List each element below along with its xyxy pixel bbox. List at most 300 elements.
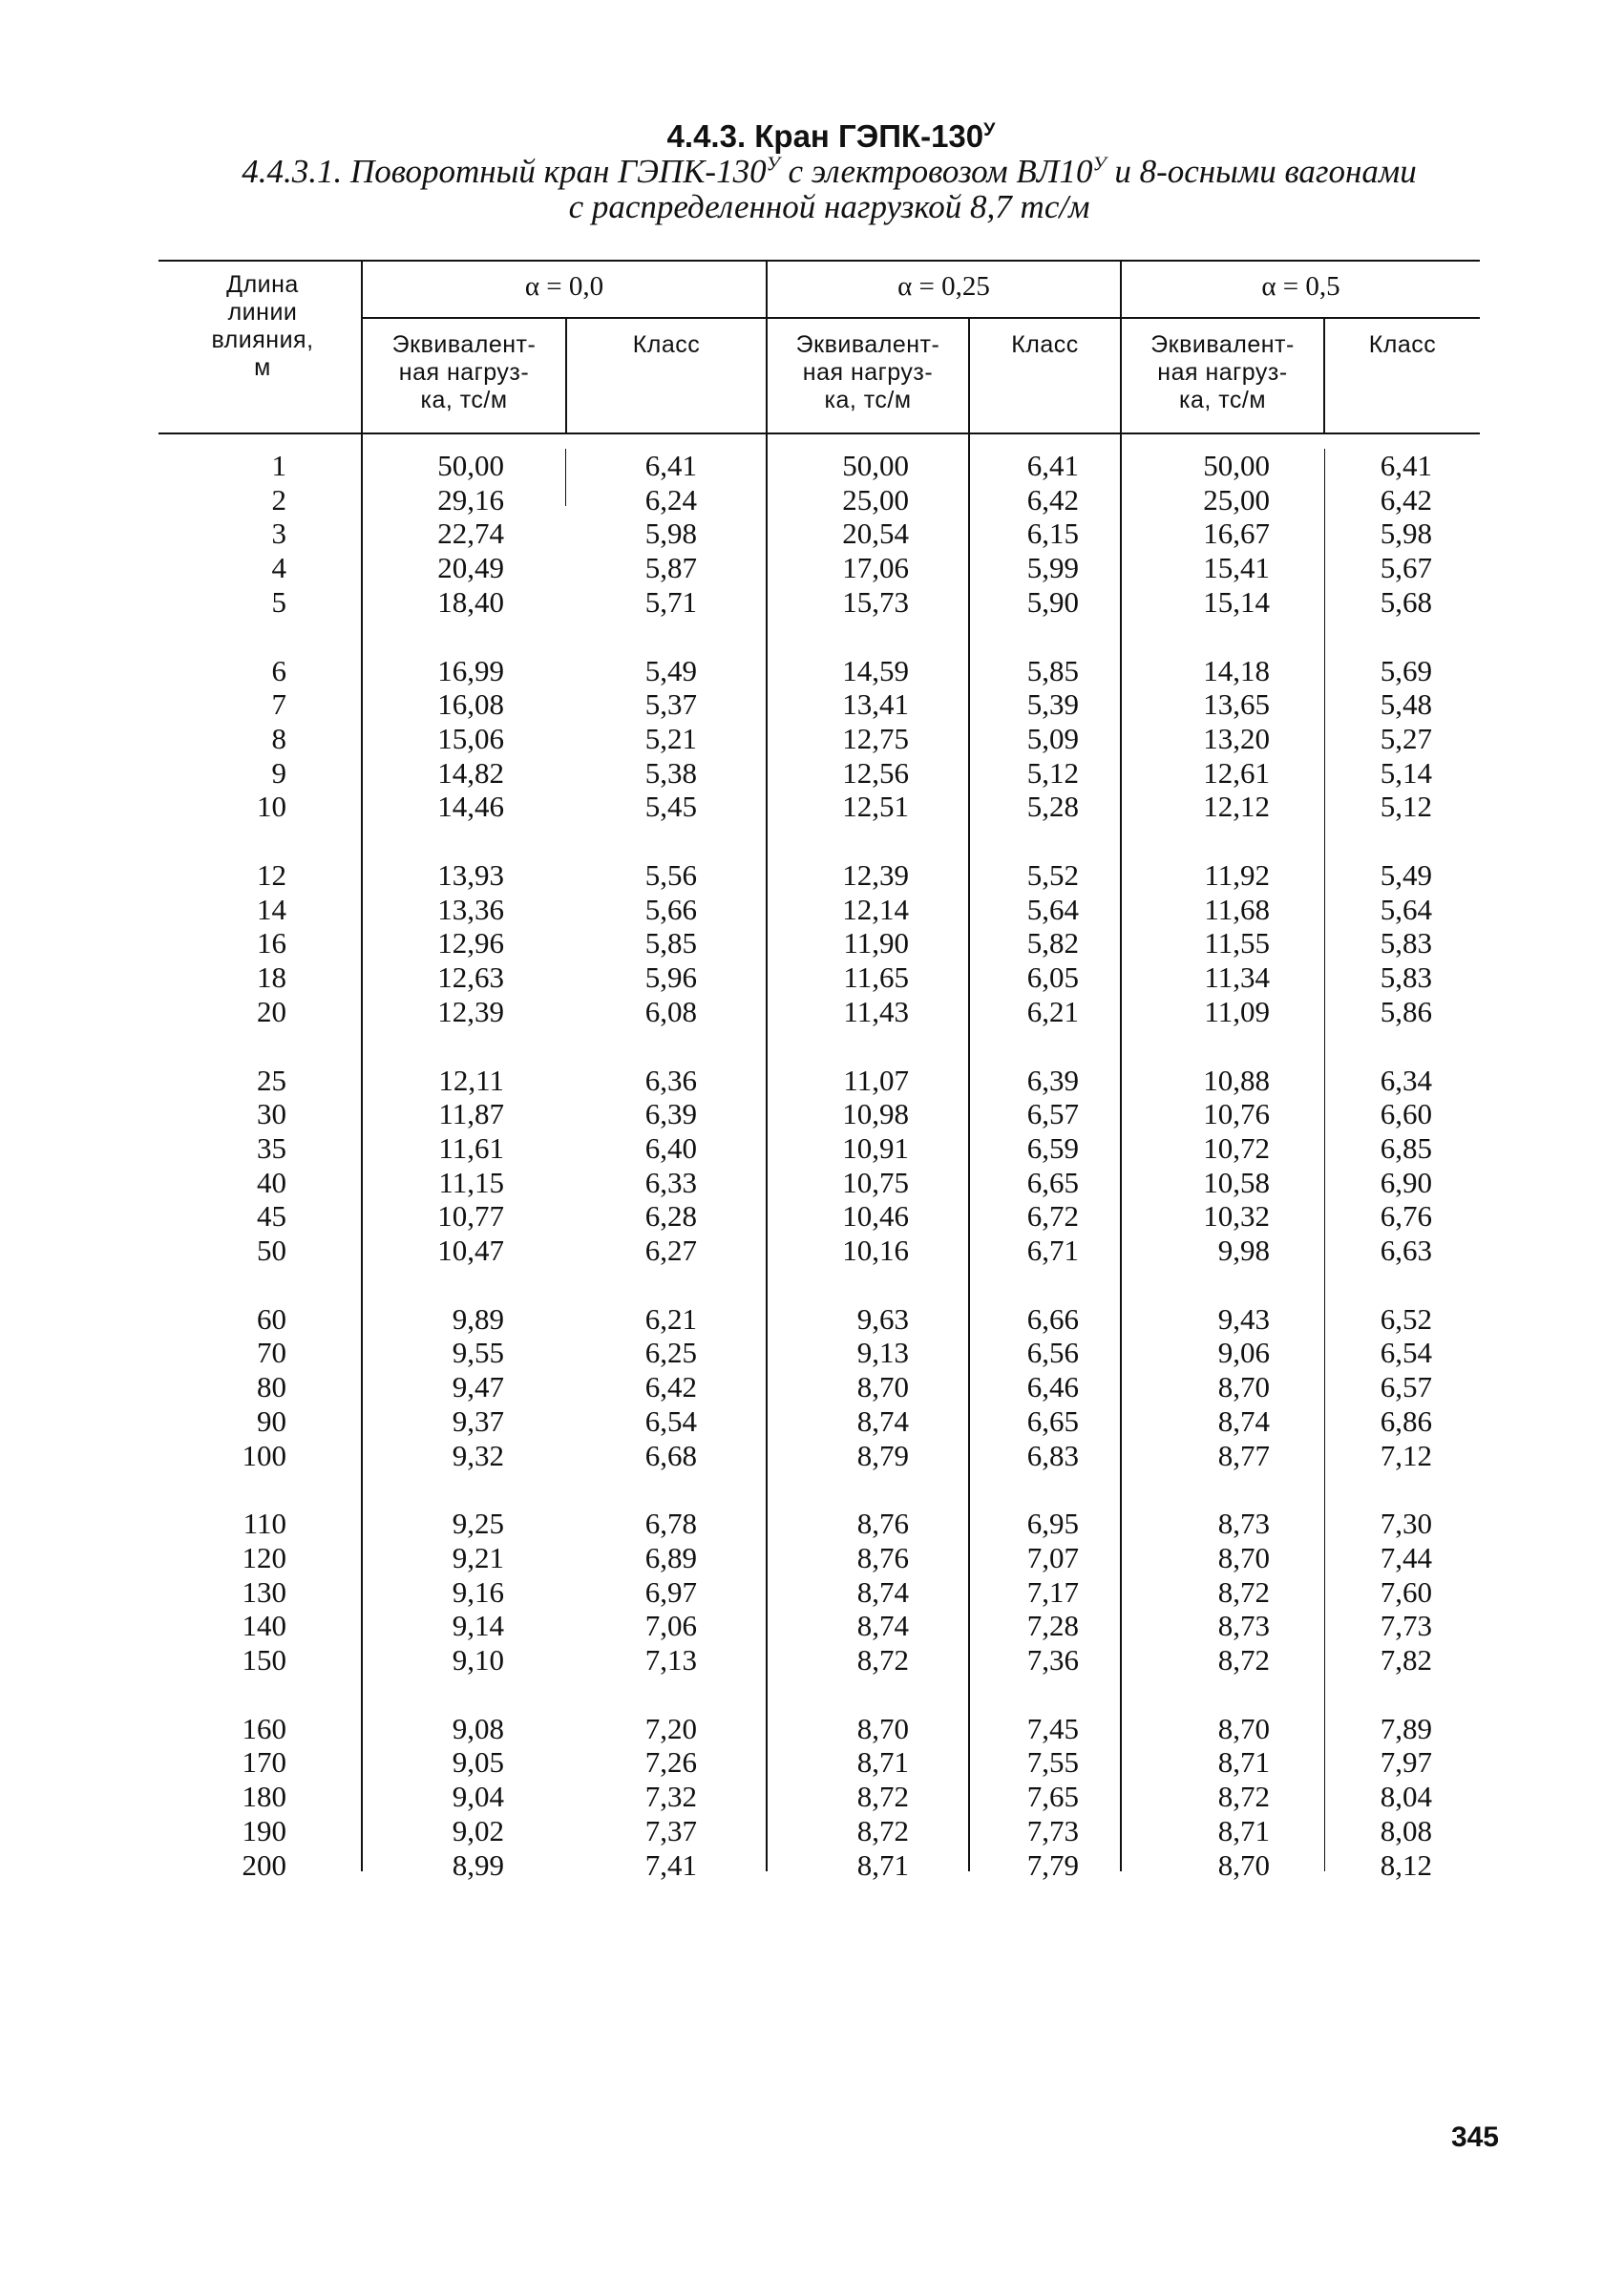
cell-length: 50 [257,1234,286,1267]
cell-class-alpha-025: 5,28 [1026,790,1079,823]
cell-class-alpha-0: 6,08 [644,995,697,1028]
cell-equiv-alpha-0: 9,32 [452,1439,504,1472]
table-row [0,1780,1624,1814]
cell-class-alpha-05: 5,64 [1380,893,1432,926]
cell-length: 4 [271,551,286,584]
cell-class-alpha-025: 6,71 [1026,1234,1079,1267]
header-equivalent-line: ка, тс/м [824,387,912,413]
cell-class-alpha-025: 6,95 [1026,1507,1079,1540]
cell-length: 20 [257,995,286,1028]
cell-class-alpha-0: 5,37 [644,687,697,721]
table-row [0,1575,1624,1610]
cell-equiv-alpha-025: 17,06 [842,551,909,584]
cell-equiv-alpha-05: 11,09 [1204,995,1270,1028]
cell-length: 200 [242,1848,286,1882]
cell-equiv-alpha-05: 13,20 [1203,722,1270,755]
cell-equiv-alpha-025: 8,72 [856,1814,909,1847]
cell-class-alpha-0: 5,56 [644,858,697,892]
cell-class-alpha-05: 5,49 [1380,858,1432,892]
cell-equiv-alpha-025: 8,72 [856,1780,909,1813]
cell-equiv-alpha-05: 8,72 [1217,1780,1270,1813]
header-length [191,271,334,382]
cell-class-alpha-025: 7,73 [1026,1814,1079,1847]
cell-equiv-alpha-0: 12,96 [437,926,504,960]
cell-class-alpha-0: 6,21 [644,1302,697,1336]
cell-equiv-alpha-0: 9,14 [452,1609,504,1642]
header-equivalent-line: ная нагруз- [1157,359,1288,386]
cell-class-alpha-025: 5,09 [1026,722,1079,755]
cell-class-alpha-025: 7,17 [1026,1575,1079,1609]
cell-class-alpha-025: 7,07 [1026,1541,1079,1574]
cell-equiv-alpha-0: 9,16 [452,1575,504,1609]
table-row [0,858,1624,893]
cell-class-alpha-0: 5,45 [644,790,697,823]
table-row [0,1166,1624,1200]
cell-equiv-alpha-0: 9,89 [452,1302,504,1336]
cell-class-alpha-05: 7,73 [1380,1609,1432,1642]
cell-equiv-alpha-0: 11,15 [438,1166,504,1199]
cell-equiv-alpha-025: 11,65 [843,960,909,994]
cell-equiv-alpha-05: 15,14 [1203,585,1270,619]
cell-equiv-alpha-05: 11,55 [1204,926,1270,960]
cell-class-alpha-05: 7,89 [1380,1712,1432,1745]
cell-length: 16 [257,926,286,960]
cell-equiv-alpha-025: 11,90 [843,926,909,960]
table-top-rule [158,260,1480,262]
cell-class-alpha-0: 5,66 [644,893,697,926]
cell-equiv-alpha-025: 11,43 [843,995,909,1028]
cell-length: 160 [242,1712,286,1745]
cell-equiv-alpha-05: 12,12 [1203,790,1270,823]
cell-equiv-alpha-025: 9,13 [856,1336,909,1369]
header-equivalent-line: Эквивалент- [1150,331,1295,358]
cell-equiv-alpha-05: 10,72 [1203,1131,1270,1165]
cell-equiv-alpha-05: 8,72 [1217,1575,1270,1609]
cell-class-alpha-05: 6,54 [1380,1336,1432,1369]
table-row [0,1439,1624,1473]
header-class: Класс [1011,331,1079,358]
cell-length: 7 [271,687,286,721]
table-row [0,585,1624,620]
cell-class-alpha-05: 6,52 [1380,1302,1432,1336]
cell-equiv-alpha-0: 14,82 [437,756,504,790]
cell-class-alpha-05: 7,60 [1380,1575,1432,1609]
cell-class-alpha-05: 8,04 [1380,1780,1432,1813]
header-equivalent-load [365,331,563,414]
cell-class-alpha-0: 6,54 [644,1404,697,1438]
table-row [0,995,1624,1029]
cell-equiv-alpha-025: 12,75 [842,722,909,755]
cell-class-alpha-025: 7,28 [1026,1609,1079,1642]
table-row [0,722,1624,756]
cell-equiv-alpha-025: 25,00 [842,483,909,517]
cell-class-alpha-025: 5,39 [1026,687,1079,721]
cell-equiv-alpha-0: 16,08 [437,687,504,721]
header-alpha-05: α = 0,5 [1261,271,1340,302]
cell-length: 12 [257,858,286,892]
cell-class-alpha-025: 7,55 [1026,1745,1079,1779]
cell-equiv-alpha-025: 10,98 [842,1097,909,1130]
cell-class-alpha-05: 6,34 [1380,1064,1432,1097]
cell-class-alpha-05: 8,12 [1380,1848,1432,1882]
cell-equiv-alpha-025: 50,00 [842,449,909,482]
table-row [0,1064,1624,1098]
cell-class-alpha-025: 6,42 [1026,483,1079,517]
cell-equiv-alpha-025: 8,76 [856,1507,909,1540]
cell-class-alpha-0: 6,97 [644,1575,697,1609]
cell-equiv-alpha-05: 8,73 [1217,1609,1270,1642]
table-row [0,517,1624,551]
cell-class-alpha-05: 6,60 [1380,1097,1432,1130]
cell-equiv-alpha-0: 11,87 [438,1097,504,1130]
cell-equiv-alpha-05: 16,67 [1203,517,1270,550]
cell-length: 35 [257,1131,286,1165]
cell-class-alpha-05: 5,83 [1380,960,1432,994]
cell-equiv-alpha-05: 9,43 [1217,1302,1270,1336]
cell-equiv-alpha-05: 8,71 [1217,1745,1270,1779]
cell-length: 170 [242,1745,286,1779]
cell-equiv-alpha-05: 13,65 [1203,687,1270,721]
cell-equiv-alpha-025: 10,75 [842,1166,909,1199]
table-row [0,790,1624,824]
cell-equiv-alpha-025: 10,46 [842,1199,909,1233]
cell-class-alpha-025: 7,65 [1026,1780,1079,1813]
subsection-title-line-2: с распределенной нагрузкой 8,7 тс/м [568,188,1090,225]
cell-equiv-alpha-0: 9,37 [452,1404,504,1438]
table-row [0,1199,1624,1234]
cell-equiv-alpha-0: 15,06 [437,722,504,755]
cell-class-alpha-05: 6,57 [1380,1370,1432,1403]
cell-class-alpha-025: 7,79 [1026,1848,1079,1882]
cell-equiv-alpha-0: 9,05 [452,1745,504,1779]
table-row [0,483,1624,517]
cell-equiv-alpha-0: 13,93 [437,858,504,892]
cell-class-alpha-0: 5,71 [644,585,697,619]
cell-class-alpha-025: 5,82 [1026,926,1079,960]
header-equivalent-line: ка, тс/м [1178,387,1267,413]
cell-class-alpha-025: 6,65 [1026,1166,1079,1199]
subsection-title-sup-1: У [766,152,780,176]
cell-equiv-alpha-025: 11,07 [843,1064,909,1097]
cell-equiv-alpha-0: 9,25 [452,1507,504,1540]
header-equivalent-line: Эквивалент- [391,331,537,358]
cell-class-alpha-05: 5,27 [1380,722,1432,755]
cell-class-alpha-025: 5,12 [1026,756,1079,790]
cell-equiv-alpha-05: 11,68 [1204,893,1270,926]
table-row [0,687,1624,722]
cell-equiv-alpha-025: 8,79 [856,1439,909,1472]
cell-class-alpha-0: 7,13 [644,1643,697,1677]
cell-class-alpha-0: 6,68 [644,1439,697,1472]
cell-equiv-alpha-0: 12,39 [437,995,504,1028]
cell-class-alpha-025: 5,64 [1026,893,1079,926]
cell-equiv-alpha-05: 9,98 [1217,1234,1270,1267]
header-equivalent-line: Эквивалент- [795,331,940,358]
cell-equiv-alpha-0: 29,16 [437,483,504,517]
cell-class-alpha-0: 5,85 [644,926,697,960]
cell-equiv-alpha-05: 14,18 [1203,654,1270,687]
cell-class-alpha-0: 7,26 [644,1745,697,1779]
cell-class-alpha-0: 6,28 [644,1199,697,1233]
table-row [0,960,1624,995]
cell-equiv-alpha-025: 8,70 [856,1370,909,1403]
subsection-title-part-b: с электровозом ВЛ10 [779,153,1093,190]
cell-class-alpha-0: 6,78 [644,1507,697,1540]
cell-class-alpha-025: 7,36 [1026,1643,1079,1677]
cell-class-alpha-0: 7,06 [644,1609,697,1642]
cell-equiv-alpha-05: 10,76 [1203,1097,1270,1130]
cell-equiv-alpha-05: 8,71 [1217,1814,1270,1847]
cell-class-alpha-05: 6,85 [1380,1131,1432,1165]
cell-class-alpha-0: 7,37 [644,1814,697,1847]
table-row [0,1302,1624,1337]
cell-equiv-alpha-05: 10,58 [1203,1166,1270,1199]
cell-equiv-alpha-0: 12,11 [438,1064,504,1097]
cell-length: 8 [271,722,286,755]
cell-class-alpha-0: 6,89 [644,1541,697,1574]
subsection-title-part-a: 4.4.3.1. Поворотный кран ГЭПК-130 [242,153,767,190]
cell-class-alpha-025: 6,57 [1026,1097,1079,1130]
cell-class-alpha-05: 6,42 [1380,483,1432,517]
cell-class-alpha-0: 7,41 [644,1848,697,1882]
cell-length: 1 [271,449,286,482]
cell-class-alpha-0: 5,49 [644,654,697,687]
cell-length: 30 [257,1097,286,1130]
section-title [19,118,1624,155]
cell-class-alpha-05: 6,63 [1380,1234,1432,1267]
cell-equiv-alpha-0: 13,36 [437,893,504,926]
cell-equiv-alpha-05: 8,70 [1217,1712,1270,1745]
cell-class-alpha-0: 6,25 [644,1336,697,1369]
cell-class-alpha-0: 5,96 [644,960,697,994]
cell-class-alpha-0: 6,41 [644,449,697,482]
cell-class-alpha-05: 5,14 [1380,756,1432,790]
header-alpha-0: α = 0,0 [524,271,604,302]
cell-equiv-alpha-05: 8,77 [1217,1439,1270,1472]
cell-class-alpha-05: 7,12 [1380,1439,1432,1472]
cell-length: 70 [257,1336,286,1369]
table-row [0,756,1624,791]
table-row [0,1609,1624,1643]
cell-class-alpha-05: 6,76 [1380,1199,1432,1233]
cell-class-alpha-025: 6,56 [1026,1336,1079,1369]
cell-equiv-alpha-05: 15,41 [1203,551,1270,584]
cell-class-alpha-0: 6,36 [644,1064,697,1097]
cell-class-alpha-05: 7,97 [1380,1745,1432,1779]
cell-class-alpha-05: 6,90 [1380,1166,1432,1199]
cell-class-alpha-05: 7,44 [1380,1541,1432,1574]
cell-equiv-alpha-025: 12,39 [842,858,909,892]
cell-class-alpha-05: 5,83 [1380,926,1432,960]
cell-equiv-alpha-025: 14,59 [842,654,909,687]
cell-equiv-alpha-025: 8,74 [856,1575,909,1609]
cell-length: 25 [257,1064,286,1097]
cell-class-alpha-0: 6,24 [644,483,697,517]
cell-equiv-alpha-0: 9,21 [452,1541,504,1574]
cell-class-alpha-025: 6,46 [1026,1370,1079,1403]
header-equivalent-load [770,331,966,414]
cell-equiv-alpha-025: 13,41 [842,687,909,721]
cell-equiv-alpha-0: 16,99 [437,654,504,687]
cell-equiv-alpha-05: 11,34 [1204,960,1270,994]
cell-equiv-alpha-0: 9,02 [452,1814,504,1847]
cell-equiv-alpha-0: 10,47 [437,1234,504,1267]
section-title-superscript: У [983,119,996,140]
table-row [0,1541,1624,1575]
cell-length: 80 [257,1370,286,1403]
cell-equiv-alpha-05: 8,70 [1217,1370,1270,1403]
cell-equiv-alpha-05: 8,70 [1217,1541,1270,1574]
cell-equiv-alpha-025: 15,73 [842,585,909,619]
cell-equiv-alpha-05: 50,00 [1203,449,1270,482]
cell-class-alpha-05: 7,30 [1380,1507,1432,1540]
cell-class-alpha-05: 6,86 [1380,1404,1432,1438]
cell-class-alpha-025: 5,90 [1026,585,1079,619]
cell-class-alpha-025: 5,85 [1026,654,1079,687]
cell-equiv-alpha-0: 9,55 [452,1336,504,1369]
table-row [0,1814,1624,1848]
table-row [0,1643,1624,1678]
cell-length: 3 [271,517,286,550]
cell-length: 90 [257,1404,286,1438]
table-row [0,1234,1624,1268]
cell-equiv-alpha-0: 12,63 [437,960,504,994]
section-title-text: 4.4.3. Кран ГЭПК-130 [666,118,984,154]
cell-equiv-alpha-05: 8,73 [1217,1507,1270,1540]
cell-equiv-alpha-025: 12,56 [842,756,909,790]
cell-length: 6 [271,654,286,687]
cell-equiv-alpha-025: 8,72 [856,1643,909,1677]
table-header-bottom-rule [158,433,1480,434]
table-row [0,551,1624,585]
cell-equiv-alpha-025: 8,74 [856,1404,909,1438]
cell-class-alpha-0: 7,32 [644,1780,697,1813]
header-class: Класс [1368,331,1437,358]
cell-equiv-alpha-05: 8,74 [1217,1404,1270,1438]
header-length-line: линии [227,299,298,326]
cell-class-alpha-05: 5,98 [1380,517,1432,550]
header-equivalent-line: ка, тс/м [420,387,508,413]
cell-class-alpha-05: 5,68 [1380,585,1432,619]
cell-equiv-alpha-05: 12,61 [1203,756,1270,790]
table-row [0,1712,1624,1746]
cell-equiv-alpha-025: 8,76 [856,1541,909,1574]
cell-class-alpha-025: 5,99 [1026,551,1079,584]
table-row [0,1131,1624,1166]
cell-length: 45 [257,1199,286,1233]
cell-equiv-alpha-05: 11,92 [1204,858,1270,892]
cell-class-alpha-05: 5,86 [1380,995,1432,1028]
cell-length: 5 [271,585,286,619]
cell-length: 140 [242,1609,286,1642]
header-class: Класс [632,331,701,358]
cell-equiv-alpha-025: 8,71 [856,1848,909,1882]
cell-equiv-alpha-025: 10,16 [842,1234,909,1267]
cell-class-alpha-025: 6,15 [1026,517,1079,550]
header-length-line: влияния, [211,327,314,353]
cell-equiv-alpha-0: 14,46 [437,790,504,823]
table-row [0,1370,1624,1404]
cell-equiv-alpha-0: 9,47 [452,1370,504,1403]
cell-class-alpha-025: 6,83 [1026,1439,1079,1472]
cell-class-alpha-0: 6,42 [644,1370,697,1403]
cell-class-alpha-0: 6,39 [644,1097,697,1130]
cell-equiv-alpha-0: 10,77 [437,1199,504,1233]
table-row [0,1848,1624,1883]
table-row [0,654,1624,688]
header-length-line: м [254,354,271,381]
table-row [0,1097,1624,1131]
cell-class-alpha-0: 6,27 [644,1234,697,1267]
table-alpha-rule [361,317,1480,319]
table-row [0,449,1624,483]
cell-length: 120 [242,1541,286,1574]
header-length-line: Длина [226,271,299,298]
cell-length: 110 [243,1507,286,1540]
cell-length: 180 [242,1780,286,1813]
cell-class-alpha-0: 6,33 [644,1166,697,1199]
cell-length: 14 [257,893,286,926]
cell-equiv-alpha-025: 12,14 [842,893,909,926]
cell-class-alpha-0: 5,38 [644,756,697,790]
cell-class-alpha-0: 6,40 [644,1131,697,1165]
cell-equiv-alpha-0: 18,40 [437,585,504,619]
cell-class-alpha-025: 7,45 [1026,1712,1079,1745]
cell-length: 9 [271,756,286,790]
cell-class-alpha-05: 7,82 [1380,1643,1432,1677]
table-row [0,926,1624,960]
cell-class-alpha-05: 5,48 [1380,687,1432,721]
cell-length: 40 [257,1166,286,1199]
subsection-title-sup-2: У [1092,152,1107,176]
cell-equiv-alpha-025: 20,54 [842,517,909,550]
cell-equiv-alpha-0: 8,99 [452,1848,504,1882]
table-row [0,1336,1624,1370]
table-row [0,893,1624,927]
cell-class-alpha-0: 5,21 [644,722,697,755]
cell-length: 150 [242,1643,286,1677]
table-row [0,1745,1624,1780]
cell-class-alpha-025: 5,52 [1026,858,1079,892]
cell-class-alpha-05: 5,12 [1380,790,1432,823]
cell-length: 10 [257,790,286,823]
cell-equiv-alpha-0: 20,49 [437,551,504,584]
cell-class-alpha-0: 7,20 [644,1712,697,1745]
cell-class-alpha-025: 6,72 [1026,1199,1079,1233]
cell-equiv-alpha-05: 25,00 [1203,483,1270,517]
cell-length: 18 [257,960,286,994]
cell-equiv-alpha-05: 9,06 [1217,1336,1270,1369]
page-number: 345 [1450,2121,1499,2153]
cell-equiv-alpha-025: 8,71 [856,1745,909,1779]
cell-length: 130 [242,1575,286,1609]
cell-class-alpha-025: 6,05 [1026,960,1079,994]
cell-equiv-alpha-025: 12,51 [842,790,909,823]
cell-class-alpha-025: 6,65 [1026,1404,1079,1438]
cell-equiv-alpha-025: 8,74 [856,1609,909,1642]
cell-equiv-alpha-05: 10,32 [1203,1199,1270,1233]
cell-equiv-alpha-025: 8,70 [856,1712,909,1745]
cell-class-alpha-0: 5,87 [644,551,697,584]
cell-class-alpha-0: 5,98 [644,517,697,550]
header-alpha-025: α = 0,25 [897,271,990,302]
cell-length: 190 [242,1814,286,1847]
cell-class-alpha-025: 6,41 [1026,449,1079,482]
cell-equiv-alpha-05: 10,88 [1203,1064,1270,1097]
cell-length: 60 [257,1302,286,1336]
cell-class-alpha-05: 6,41 [1380,449,1432,482]
cell-equiv-alpha-05: 8,70 [1217,1848,1270,1882]
